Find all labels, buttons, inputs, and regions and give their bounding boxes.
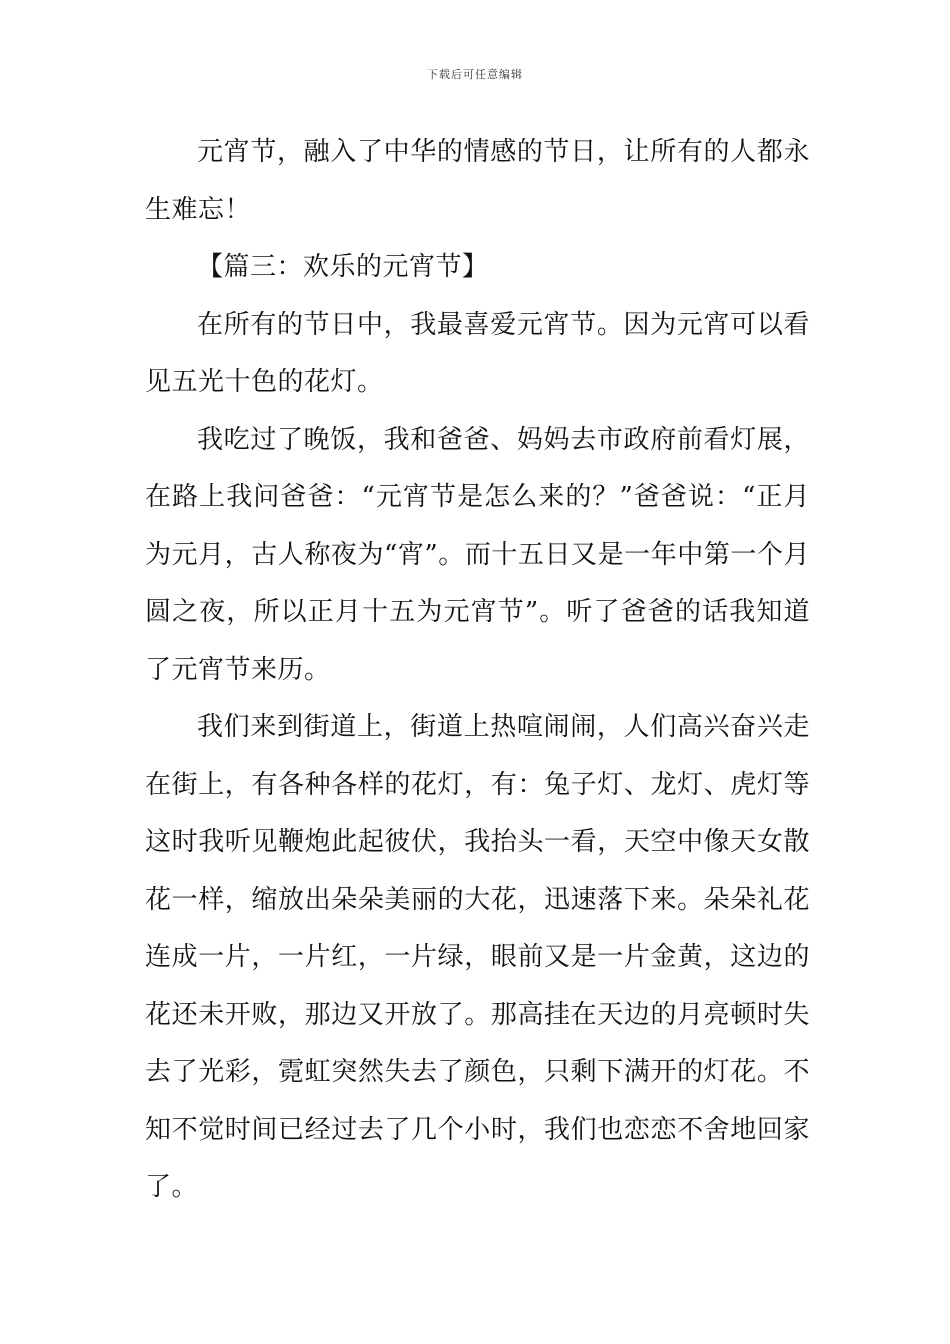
paragraph-origin: 我吃过了晚饭，我和爸爸、妈妈去市政府前看灯展，在路上我问爸爸：“元宵节是怎么来的？”爸爸说：“正月为元月，古人称夜为“宵”。而十五日又是一年中第一个月圆之夜，所以正月十五为元宵节”。听了爸爸的话我知道了元宵节来历。 bbox=[145, 424, 810, 685]
section-heading: 【篇三：欢乐的元宵节】 bbox=[197, 252, 489, 282]
paragraph-street: 我们来到街道上，街道上热喧闹闹，人们高兴奋兴走在街上，有各种各样的花灯，有：兔子灯、龙灯、虎灯等这时我听见鞭炮此起彼伏，我抬头一看，天空中像天女散花一样，缩放出朵朵美丽的大花，迅速落下来。朵朵礼花连成一片，一片红，一片绿，眼前又是一片金黄，这边的花还未开败，那边又开放了。那高挂在天边的月亮顿时失去了光彩，霓虹突然失去了颜色，只剩下满开的灯花。不知不觉时间已经过去了几个小时，我们也恋恋不舍地回家了。 bbox=[145, 712, 810, 1202]
document-body bbox=[145, 124, 810, 1217]
paragraph-closing: 元宵节，融入了中华的情感的节日，让所有的人都永生难忘！ bbox=[145, 137, 810, 225]
paragraph-intro: 在所有的节日中，我最喜爱元宵节。因为元宵可以看见五光十色的花灯。 bbox=[145, 309, 810, 397]
page-header: 下载后可任意编辑 bbox=[427, 68, 523, 81]
